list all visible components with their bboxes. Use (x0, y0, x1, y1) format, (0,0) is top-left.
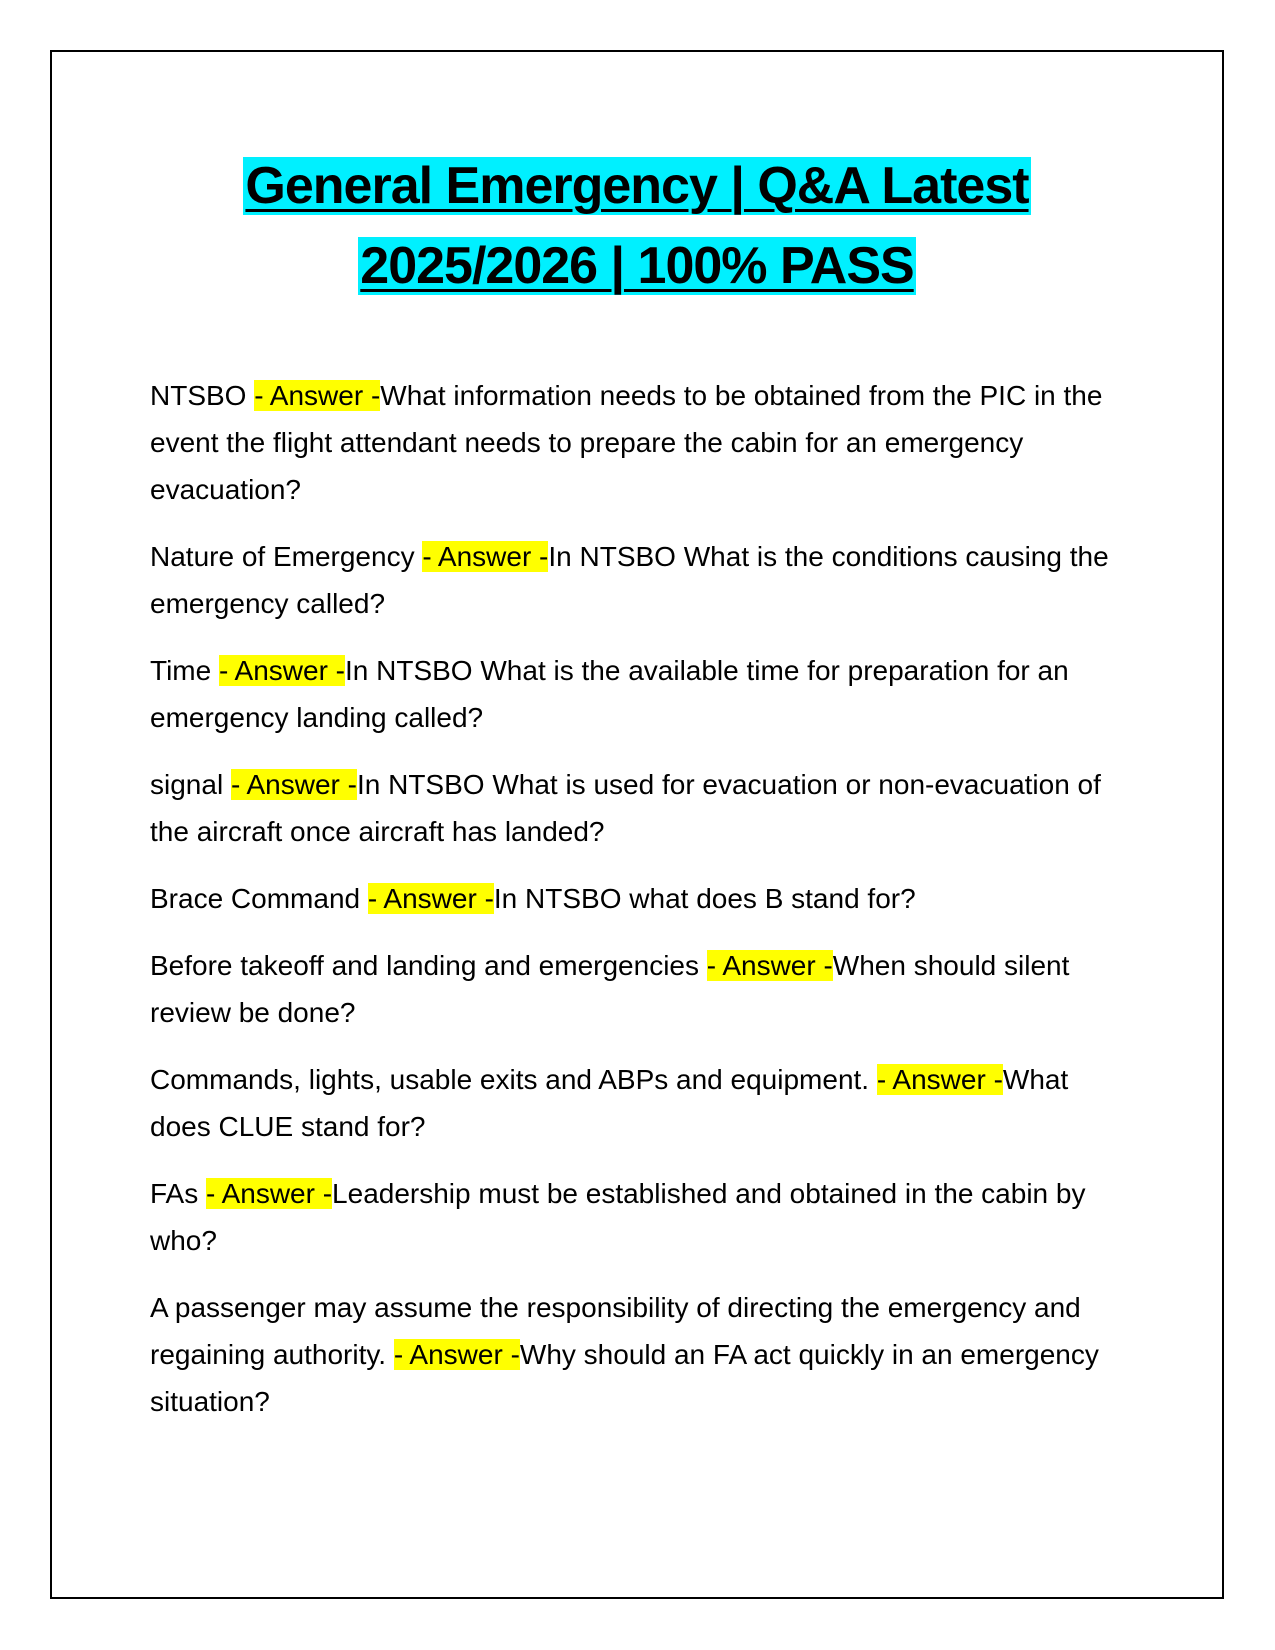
qa-item (150, 761, 1130, 855)
answer-marker: - Answer - (706, 950, 833, 981)
answer-marker: - Answer - (230, 769, 357, 800)
qa-question: In NTSBO what does B stand for? (493, 883, 916, 914)
title-line-1: General Emergency | Q&A Latest (245, 157, 1029, 215)
qa-answer: FAs (150, 1178, 207, 1209)
answer-marker: - Answer - (393, 1339, 520, 1370)
qa-item (150, 875, 1130, 922)
qa-answer: Time (150, 655, 219, 686)
qa-item (150, 1170, 1130, 1264)
qa-item (150, 533, 1130, 627)
qa-item (150, 1056, 1130, 1150)
qa-question: Why should an FA act quickly in an emergency situation? (150, 1339, 1099, 1417)
document-title (50, 146, 1224, 306)
qa-answer: Brace Command (150, 883, 368, 914)
qa-item (150, 942, 1130, 1036)
qa-answer: Nature of Emergency (150, 541, 423, 572)
qa-question: When should silent review be done? (150, 950, 1070, 1028)
qa-question: In NTSBO What is used for evacuation or non-evacuation of the aircraft once aircraft has landed? (150, 769, 1101, 847)
qa-answer: Before takeoff and landing and emergencies (150, 950, 707, 981)
qa-answer: signal (150, 769, 231, 800)
title-line-2: 2025/2026 | 100% PASS (360, 237, 914, 295)
qa-question: What does CLUE stand for? (150, 1064, 1069, 1142)
qa-answer: A passenger may assume the responsibility of directing the emergency and regaining authority. (150, 1292, 1081, 1370)
qa-question: In NTSBO What is the conditions causing the emergency called? (150, 541, 1109, 619)
answer-marker: - Answer - (218, 655, 345, 686)
answer-marker: - Answer - (367, 883, 494, 914)
qa-answer: Commands, lights, usable exits and ABPs and equipment. (150, 1064, 877, 1095)
answer-marker: - Answer - (254, 380, 381, 411)
answer-marker: - Answer - (206, 1178, 333, 1209)
qa-question: Leadership must be established and obtained in the cabin by who? (150, 1178, 1086, 1256)
qa-question: What information needs to be obtained from the PIC in the event the flight attendant needs to prepare the cabin for an emergency evacuation? (150, 380, 1103, 505)
answer-marker: - Answer - (876, 1064, 1003, 1095)
qa-item (150, 1284, 1130, 1425)
qa-item (150, 647, 1130, 741)
qa-list (150, 372, 1130, 1445)
qa-item (150, 372, 1130, 513)
answer-marker: - Answer - (422, 541, 549, 572)
qa-question: In NTSBO What is the available time for preparation for an emergency landing called? (150, 655, 1069, 733)
qa-answer: NTSBO (150, 380, 255, 411)
